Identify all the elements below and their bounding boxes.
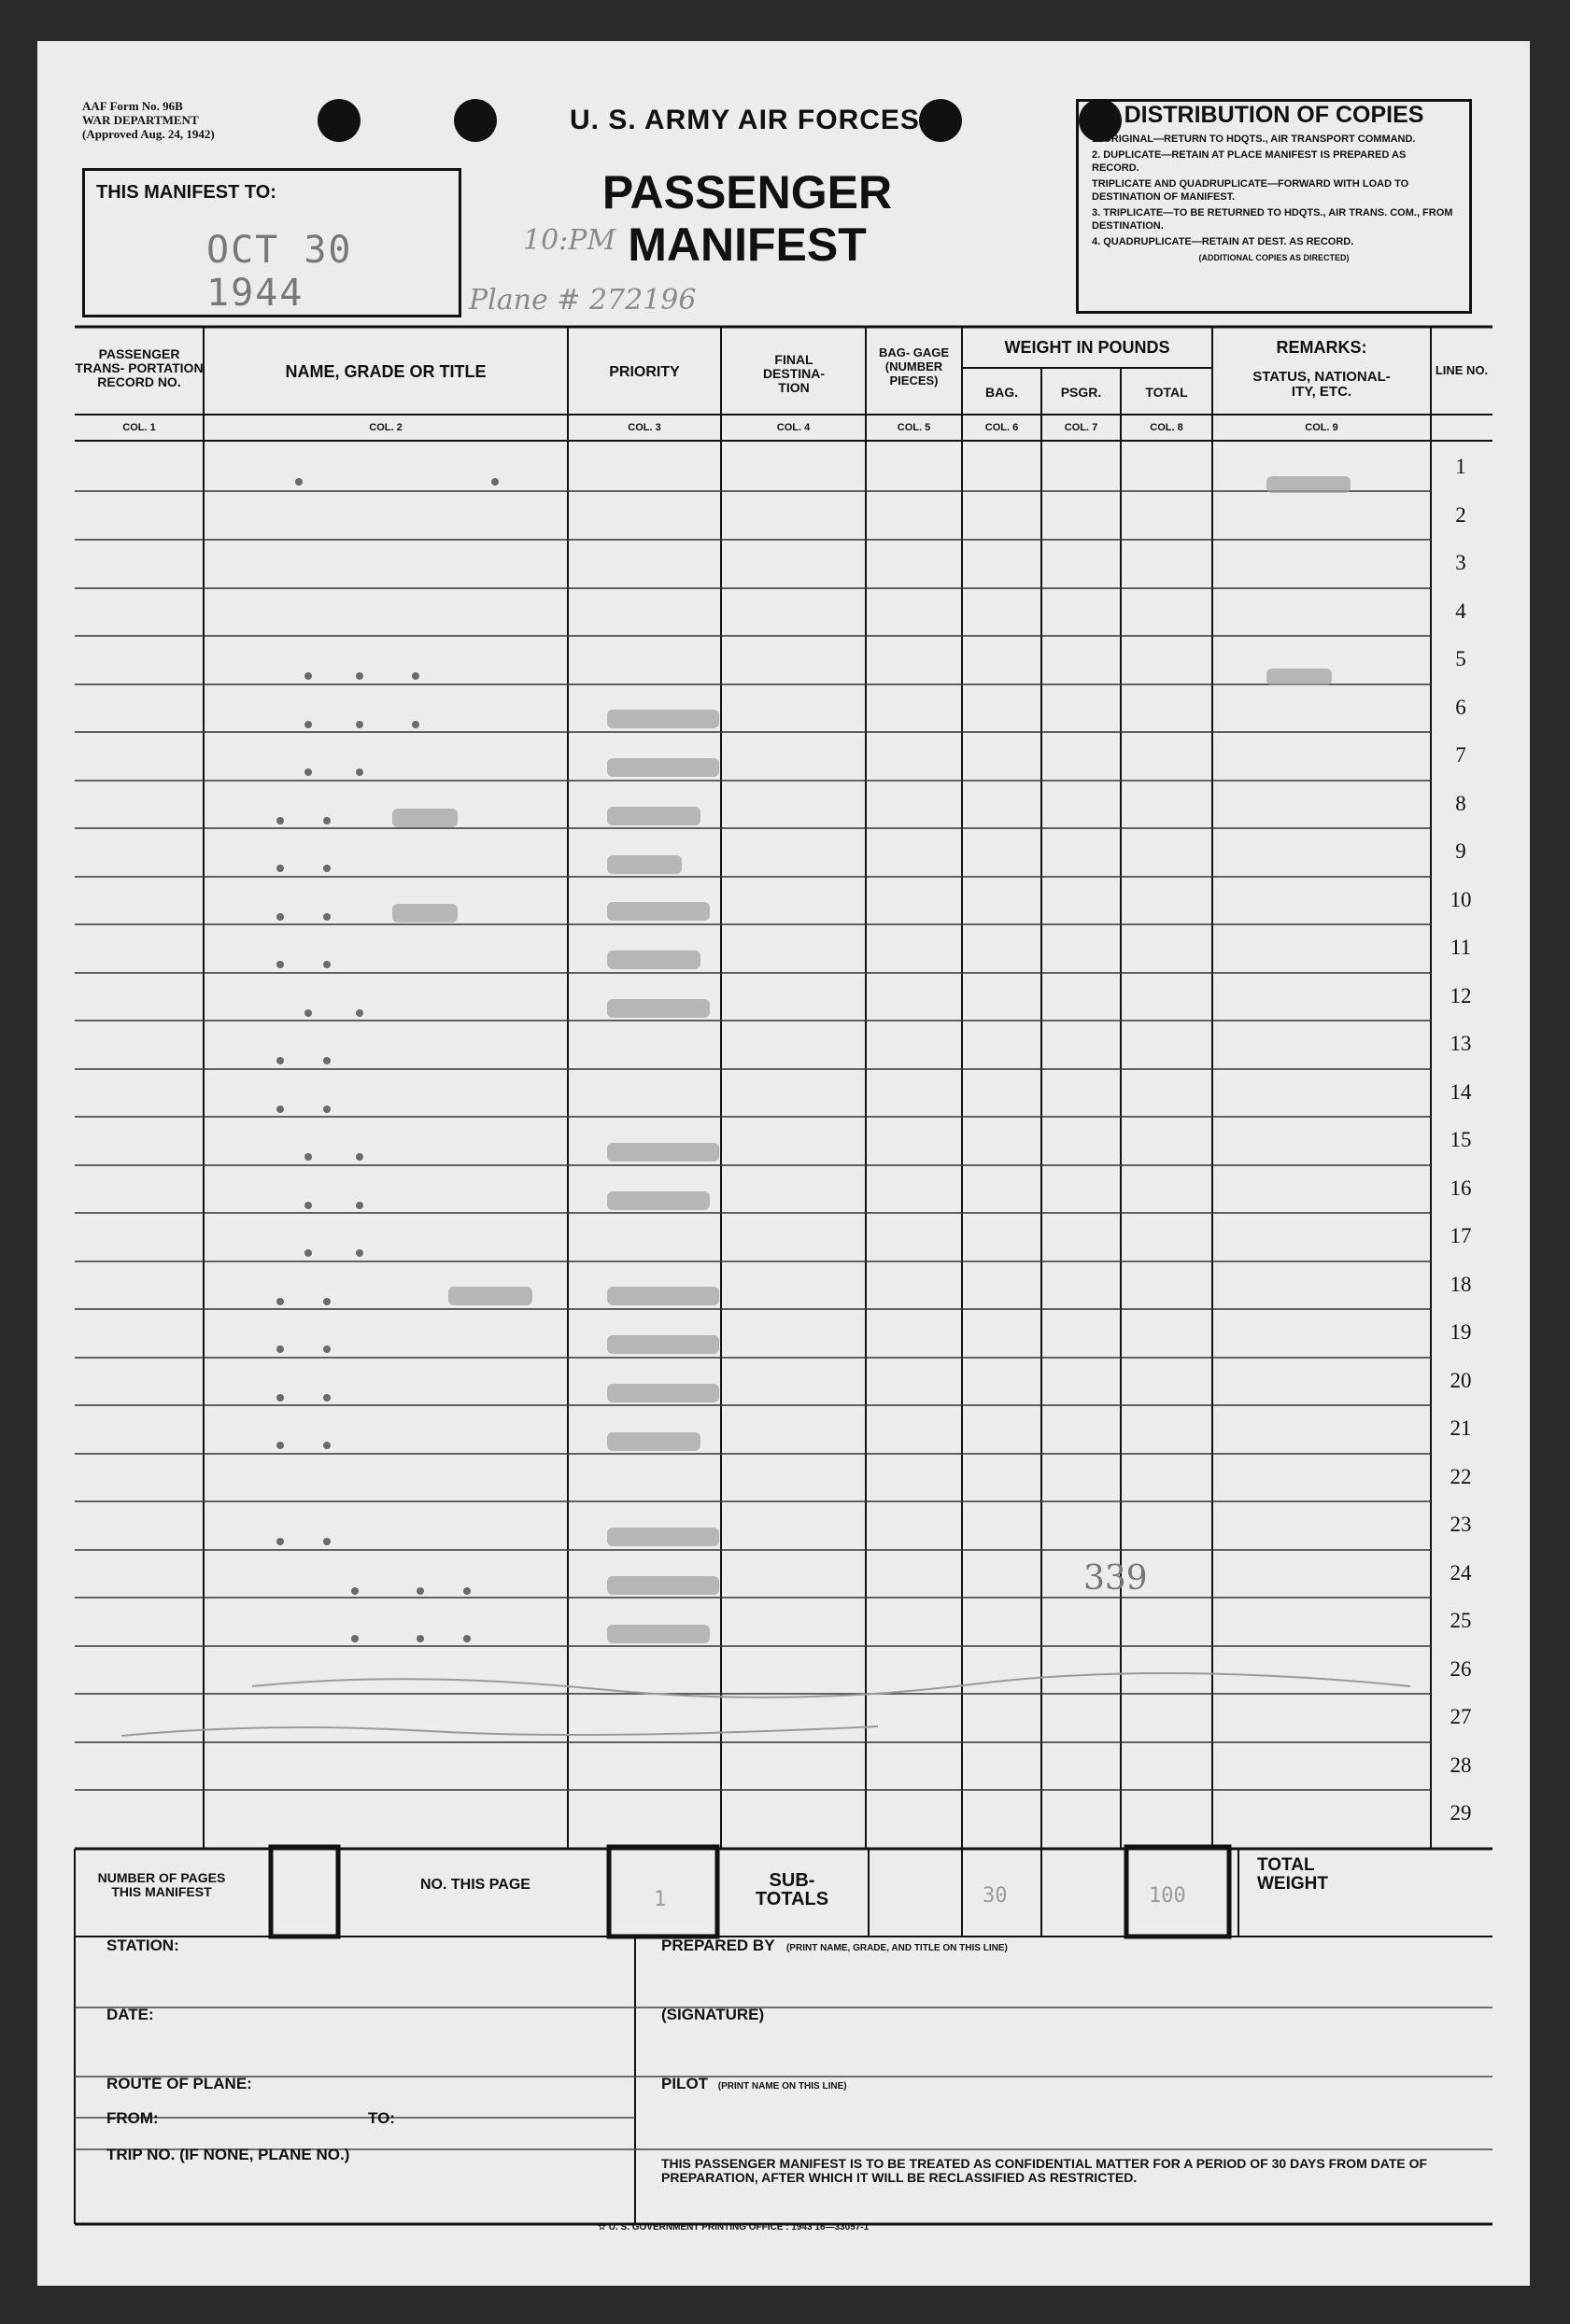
line-number: 8	[1455, 792, 1466, 815]
distribution-item: 3. TRIPLICATE—TO BE RETURNED TO HDQTS., AIR TRANS. COM., FROM DESTINATION.	[1092, 207, 1453, 232]
distribution-item: 4. QUADRUPLICATE—RETAIN AT DEST. AS RECORD.	[1092, 236, 1354, 247]
line-number: 7	[1455, 743, 1466, 767]
subtotal-bag: 30	[983, 1884, 1008, 1908]
line-number: 23	[1450, 1513, 1472, 1536]
col-number: COL. 3	[628, 422, 661, 433]
form-number: AAF Form No. 96B	[82, 99, 183, 113]
line-number: 6	[1455, 696, 1466, 719]
manifest-to-label: THIS MANIFEST TO:	[96, 182, 276, 203]
weight-group-header: WEIGHT IN POUNDS	[1004, 338, 1170, 357]
col-number: COL. 6	[984, 422, 1019, 433]
remarks-header: REMARKS:	[1276, 338, 1367, 357]
distribution-item: 1. ORIGINAL—RETURN TO HDQTS., AIR TRANSPORT COMMAND.	[1092, 134, 1416, 145]
col2-header: NAME, GRADE OR TITLE	[285, 362, 487, 381]
handwritten-plane-number: Plane # 272196	[469, 284, 697, 317]
title-line-2: MANIFEST	[628, 218, 867, 271]
line-number: 2	[1455, 503, 1466, 527]
prepared-by-hint: (PRINT NAME, GRADE, AND TITLE ON THIS LINE)	[785, 1943, 1008, 1953]
col-number: COL. 4	[776, 422, 811, 433]
star-icon: ☆	[598, 2222, 606, 2232]
line-number: 1	[1455, 455, 1466, 478]
line-number: 14	[1450, 1080, 1472, 1104]
agency-title: U. S. ARMY AIR FORCES	[570, 105, 920, 135]
line-number: 11	[1450, 936, 1472, 959]
line-number: 9	[1455, 839, 1466, 863]
route-label: ROUTE OF PLANE:	[106, 2075, 252, 2092]
line-number: 21	[1450, 1416, 1472, 1440]
line-number: 19	[1450, 1320, 1472, 1344]
prepared-by-label	[661, 1937, 1008, 1955]
department: WAR DEPARTMENT	[82, 113, 199, 127]
from-label: FROM:	[106, 2109, 159, 2127]
col4-header: FINAL DESTINA- TION	[762, 352, 826, 395]
approval-date: (Approved Aug. 24, 1942)	[82, 127, 215, 141]
col6-header: BAG.	[985, 385, 1018, 400]
col-number: COL. 8	[1150, 422, 1183, 433]
handwritten-time: 10:PM	[523, 224, 616, 257]
line-number: 10	[1450, 888, 1472, 911]
title-line-1: PASSENGER	[601, 166, 893, 218]
line-number: 15	[1450, 1128, 1472, 1151]
date-label: DATE:	[106, 2006, 154, 2023]
line-number: 3	[1455, 551, 1466, 574]
line-number: 22	[1450, 1465, 1472, 1488]
total-weight-label: TOTAL WEIGHT	[1257, 1855, 1328, 1894]
to-label: TO:	[368, 2109, 395, 2127]
col3-header: PRIORITY	[609, 364, 680, 380]
pilot-label	[661, 2075, 847, 2093]
col9-header: STATUS, NATIONAL- ITY, ETC.	[1252, 369, 1391, 400]
subtotals-label: SUB- TOTALS	[755, 1870, 829, 1909]
line-number: 5	[1455, 647, 1466, 670]
line24-weight: 339	[1083, 1559, 1148, 1598]
station-label: STATION:	[106, 1937, 179, 1954]
line-no-header: LINE NO.	[1435, 363, 1489, 377]
prepared-by-text: PREPARED BY	[661, 1937, 775, 1954]
col-number: COL. 9	[1305, 422, 1338, 433]
distribution-title: DISTRIBUTION OF COPIES	[1124, 102, 1424, 128]
col8-header: TOTAL	[1145, 385, 1188, 400]
signature-label: (SIGNATURE)	[661, 2006, 765, 2023]
line-number: 26	[1450, 1657, 1472, 1681]
pilot-hint: (PRINT NAME ON THIS LINE)	[717, 2081, 847, 2092]
col5-header: BAG- GAGE (NUMBER PIECES)	[878, 345, 950, 387]
printer-credit	[598, 2222, 869, 2232]
line-number: 4	[1455, 599, 1466, 623]
line-number: 20	[1450, 1369, 1472, 1392]
distribution-item: (ADDITIONAL COPIES AS DIRECTED)	[1198, 253, 1350, 262]
col-number: COL. 1	[122, 422, 156, 433]
date-stamp: OCT 30 1944	[206, 229, 353, 315]
col7-header: PSGR.	[1060, 385, 1102, 400]
col-number: COL. 5	[897, 422, 931, 433]
trip-label: TRIP NO. (IF NONE, PLANE NO.)	[106, 2146, 350, 2163]
col1-header: PASSENGER TRANS- PORTATION RECORD NO.	[75, 346, 204, 389]
pages-label: NUMBER OF PAGES THIS MANIFEST	[97, 1870, 226, 1899]
line-number: 27	[1450, 1705, 1472, 1728]
confidential-notice: THIS PASSENGER MANIFEST IS TO BE TREATED AS CONFIDENTIAL MATTER FOR A PERIOD OF 30 DAYS FROM DATE OF PREPARATION, AFTER WHICH IT WILL BE RECLASSIFIED AS RESTRICTED.	[661, 2156, 1428, 2185]
line-number: 24	[1450, 1561, 1472, 1585]
line-number: 28	[1450, 1754, 1472, 1777]
line-number: 29	[1450, 1801, 1472, 1824]
line-number: 17	[1450, 1224, 1472, 1247]
this-page-label: NO. THIS PAGE	[420, 1877, 530, 1893]
printer-text: U. S. GOVERNMENT PRINTING OFFICE : 1943 16—33057-1	[608, 2222, 870, 2232]
line-number: 16	[1450, 1176, 1472, 1200]
this-page-value: 1	[654, 1888, 667, 1911]
line-number: 12	[1450, 984, 1472, 1007]
manifest-page	[37, 41, 1530, 2286]
line-number: 18	[1450, 1273, 1472, 1296]
pilot-text: PILOT	[661, 2075, 709, 2092]
distribution-item: TRIPLICATE AND QUADRUPLICATE—FORWARD WITH LOAD TO DESTINATION OF MANIFEST.	[1092, 178, 1409, 203]
col-number: COL. 7	[1064, 422, 1098, 433]
col-number: COL. 2	[369, 422, 403, 433]
subtotal-total: 100	[1149, 1884, 1186, 1908]
distribution-item: 2. DUPLICATE—RETAIN AT PLACE MANIFEST IS PREPARED AS RECORD.	[1092, 149, 1407, 174]
line-number: 25	[1450, 1609, 1472, 1632]
line-number: 13	[1450, 1032, 1472, 1055]
